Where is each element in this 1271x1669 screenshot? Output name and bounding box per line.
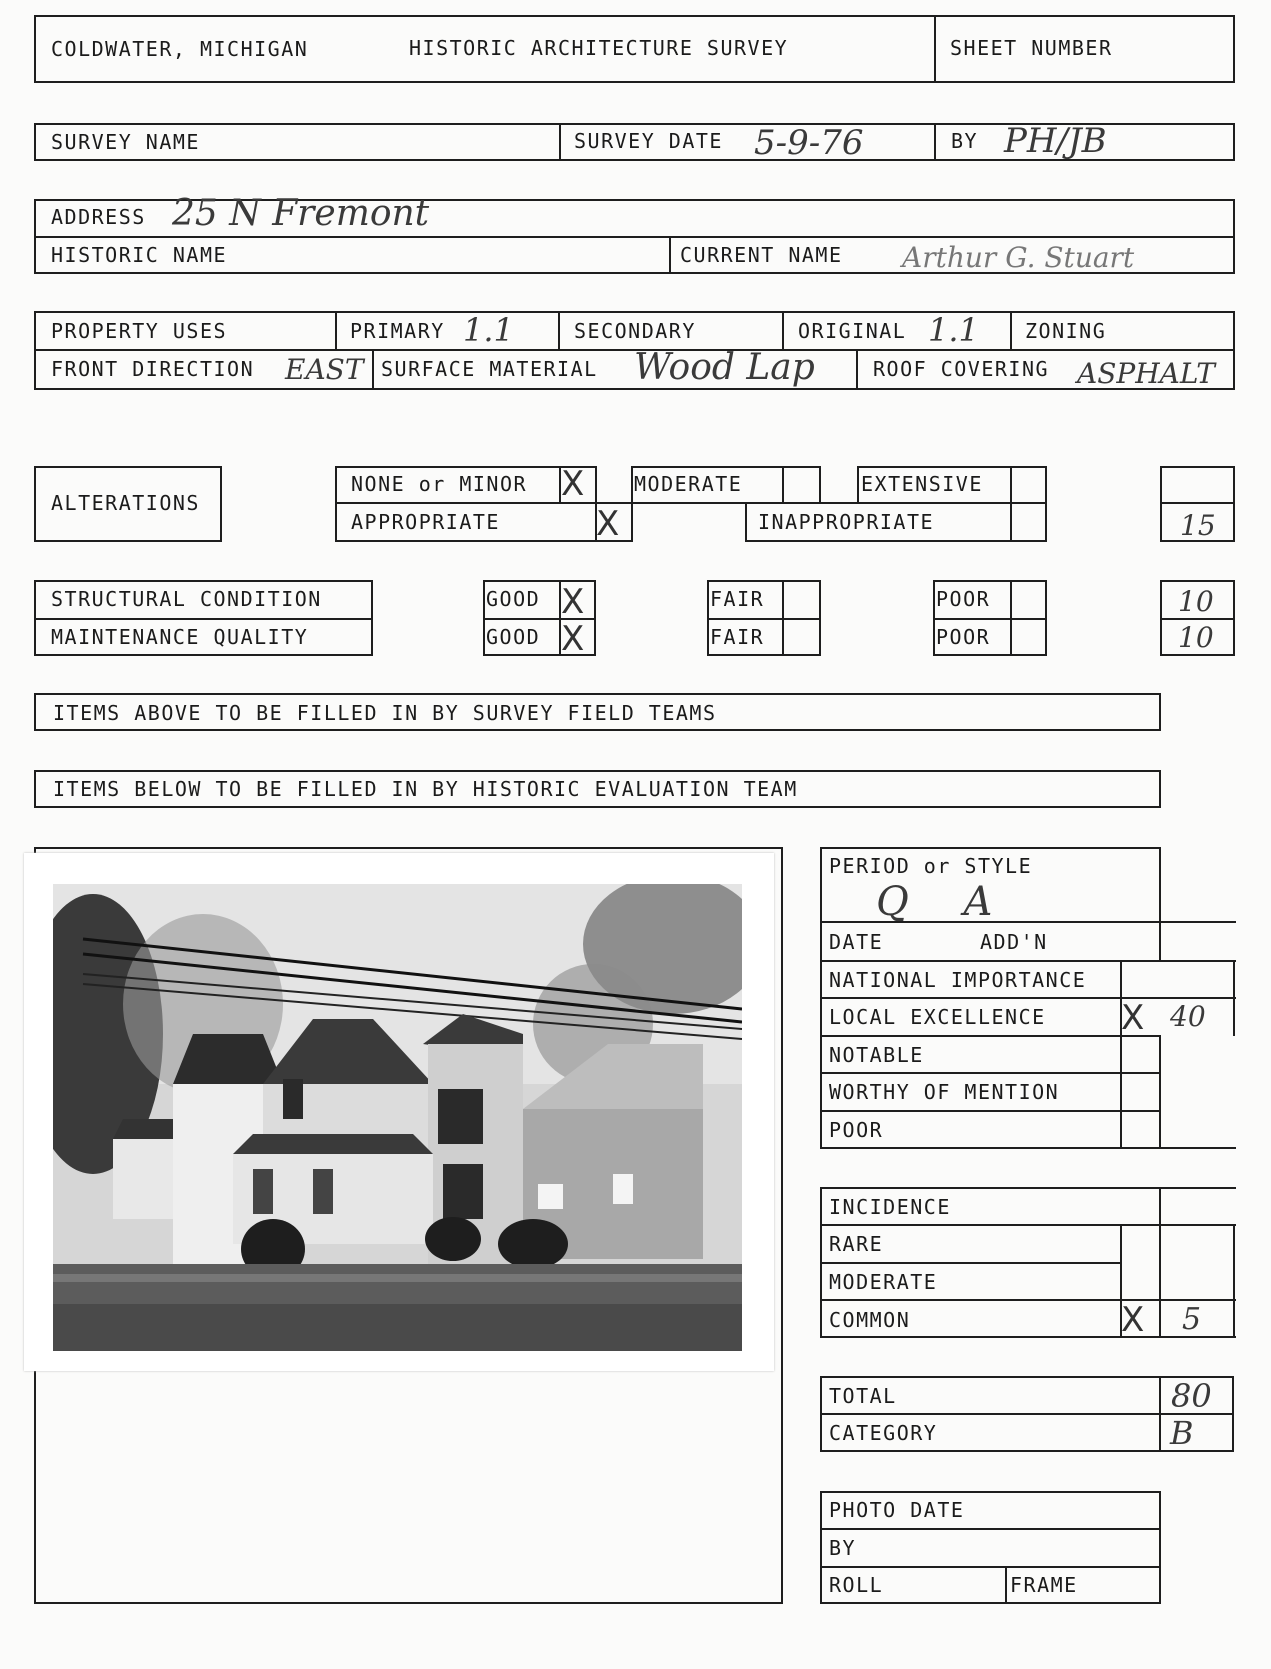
structural-score[interactable]: 10 bbox=[1178, 585, 1214, 618]
national-importance-label: NATIONAL IMPORTANCE bbox=[829, 968, 1087, 992]
total-value[interactable]: 80 bbox=[1171, 1377, 1212, 1415]
local-excellence-mark[interactable]: X bbox=[1121, 998, 1145, 1038]
local-excellence-score[interactable]: 40 bbox=[1170, 1000, 1206, 1033]
photo-by-label: BY bbox=[829, 1536, 857, 1560]
current-name-value[interactable]: Arthur G. Stuart bbox=[902, 241, 1135, 274]
primary-value[interactable]: 1.1 bbox=[463, 311, 514, 349]
local-excellence-label: LOCAL EXCELLENCE bbox=[829, 1005, 1046, 1029]
notable-label: NOTABLE bbox=[829, 1043, 924, 1067]
by-value[interactable]: PH/JB bbox=[1004, 121, 1107, 161]
by-label: BY bbox=[951, 129, 979, 153]
sheet-number-label: SHEET NUMBER bbox=[950, 36, 1113, 60]
maintenance-poor-label: POOR bbox=[936, 625, 991, 649]
appropriate-mark[interactable]: X bbox=[596, 504, 620, 544]
city-label: COLDWATER, MICHIGAN bbox=[51, 37, 309, 61]
category-value[interactable]: B bbox=[1170, 1414, 1194, 1452]
maintenance-fair-label: FAIR bbox=[710, 625, 765, 649]
maintenance-good-label: GOOD bbox=[486, 625, 541, 649]
structural-good-mark[interactable]: X bbox=[561, 582, 585, 622]
address-value[interactable]: 25 N Fremont bbox=[172, 193, 430, 234]
roof-covering-label: ROOF COVERING bbox=[873, 357, 1050, 381]
maintenance-score[interactable]: 10 bbox=[1178, 621, 1214, 654]
maintenance-quality-label: MAINTENANCE QUALITY bbox=[51, 625, 309, 649]
survey-date-value[interactable]: 5-9-76 bbox=[754, 123, 864, 163]
incidence-moderate-label: MODERATE bbox=[829, 1270, 938, 1294]
inappropriate-label: INAPPROPRIATE bbox=[758, 510, 935, 534]
photo-date-label: PHOTO DATE bbox=[829, 1498, 965, 1522]
none-minor-mark[interactable]: X bbox=[561, 464, 585, 504]
moderate-label: MODERATE bbox=[634, 472, 743, 496]
common-label: COMMON bbox=[829, 1308, 911, 1332]
front-direction-value[interactable]: EAST bbox=[285, 353, 364, 386]
original-label: ORIGINAL bbox=[798, 319, 907, 343]
surface-material-label: SURFACE MATERIAL bbox=[381, 357, 598, 381]
roof-covering-value[interactable]: ASPHALT bbox=[1077, 357, 1215, 390]
period-style-label: PERIOD or STYLE bbox=[829, 854, 1033, 878]
appropriate-label: APPROPRIATE bbox=[351, 510, 500, 534]
extensive-label: EXTENSIVE bbox=[861, 472, 983, 496]
structural-fair-label: FAIR bbox=[710, 587, 765, 611]
note-above: ITEMS ABOVE TO BE FILLED IN BY SURVEY FIELD TEAMS bbox=[53, 701, 717, 725]
primary-label: PRIMARY bbox=[350, 319, 445, 343]
surface-material-value[interactable]: Wood Lap bbox=[634, 347, 815, 388]
current-name-label: CURRENT NAME bbox=[680, 243, 843, 267]
rare-label: RARE bbox=[829, 1232, 884, 1256]
evaluation-poor-label: POOR bbox=[829, 1118, 884, 1142]
structural-condition-label: STRUCTURAL CONDITION bbox=[51, 587, 322, 611]
roll-label: ROLL bbox=[829, 1573, 884, 1597]
worthy-of-mention-label: WORTHY OF MENTION bbox=[829, 1080, 1060, 1104]
secondary-label: SECONDARY bbox=[574, 319, 696, 343]
property-uses-label: PROPERTY USES bbox=[51, 319, 228, 343]
survey-date-label: SURVEY DATE bbox=[574, 129, 723, 153]
date-value[interactable]: ADD'N bbox=[980, 930, 1048, 954]
structural-good-label: GOOD bbox=[486, 587, 541, 611]
alterations-label: ALTERATIONS bbox=[51, 491, 200, 515]
common-score[interactable]: 5 bbox=[1182, 1302, 1202, 1337]
alterations-score[interactable]: 15 bbox=[1180, 509, 1216, 542]
zoning-label: ZONING bbox=[1025, 319, 1107, 343]
survey-title: HISTORIC ARCHITECTURE SURVEY bbox=[409, 36, 789, 60]
frame-label: FRAME bbox=[1010, 1573, 1078, 1597]
original-value[interactable]: 1.1 bbox=[928, 311, 979, 349]
maintenance-good-mark[interactable]: X bbox=[561, 619, 585, 659]
total-label: TOTAL bbox=[829, 1384, 897, 1408]
incidence-label: INCIDENCE bbox=[829, 1195, 951, 1219]
front-direction-label: FRONT DIRECTION bbox=[51, 357, 255, 381]
common-mark[interactable]: X bbox=[1121, 1300, 1145, 1340]
house-photo bbox=[53, 884, 742, 1351]
date-label: DATE bbox=[829, 930, 884, 954]
period-style-value[interactable]: Q A bbox=[876, 879, 993, 925]
note-below: ITEMS BELOW TO BE FILLED IN BY HISTORIC EVALUATION TEAM bbox=[53, 777, 798, 801]
address-label: ADDRESS bbox=[51, 205, 146, 229]
historic-name-label: HISTORIC NAME bbox=[51, 243, 228, 267]
survey-name-label: SURVEY NAME bbox=[51, 130, 200, 154]
category-label: CATEGORY bbox=[829, 1421, 938, 1445]
structural-poor-label: POOR bbox=[936, 587, 991, 611]
none-minor-label: NONE or MINOR bbox=[351, 472, 528, 496]
